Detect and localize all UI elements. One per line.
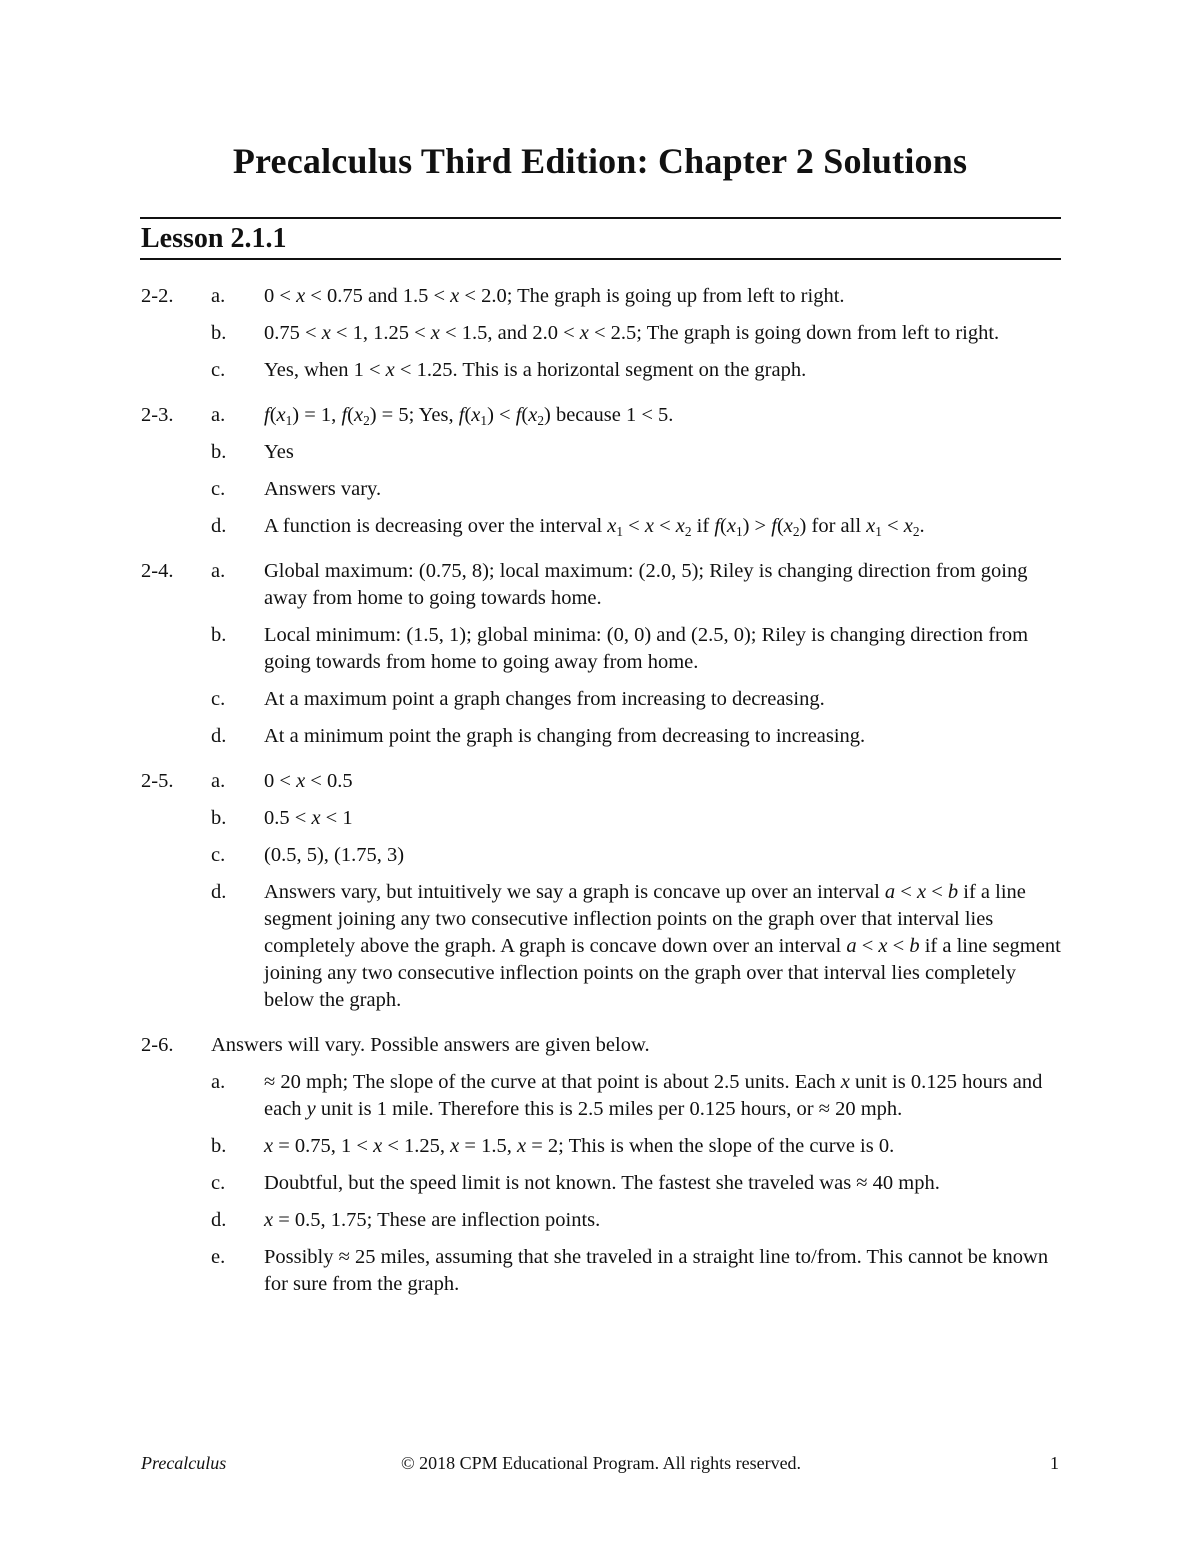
part-d	[141, 1207, 1061, 1234]
part-label: a.	[211, 285, 226, 307]
part-b	[141, 805, 1061, 832]
part-label: d.	[211, 725, 227, 747]
part-text: ≈ 20 mph; The slope of the curve at that point is about 2.5 units. Each x unit is 0.125 hours and each y unit is 1 mile. Therefore this is 2.5 miles per 0.125 hours, or ≈ 20 mph.	[264, 1071, 1043, 1120]
page-number: 1	[1050, 1453, 1059, 1473]
part-text: Yes	[264, 441, 294, 463]
part-b	[141, 1133, 1061, 1160]
part-text: Local minimum: (1.5, 1); global minima: (0, 0) and (2.5, 0); Riley is changing direction from going towards from home to going away from home.	[264, 624, 1029, 673]
part-text: Answers vary.	[264, 478, 382, 500]
part-text: A function is decreasing over the interval $x_1 < x < x_2$ if $f(x_1) > f(x_2)$ for all $x_1 < x_2$.	[264, 515, 925, 539]
part-a	[141, 1069, 1061, 1123]
problem-number: 2-6.	[141, 1034, 174, 1056]
part-label: b.	[211, 624, 227, 646]
part-label: b.	[211, 441, 227, 463]
part-label: b.	[211, 322, 227, 344]
part-e	[141, 1244, 1061, 1298]
part-text: 0 < x < 0.75 and 1.5 < x < 2.0; The graph is going up from left to right.	[264, 285, 845, 307]
part-text: At a maximum point a graph changes from increasing to decreasing.	[264, 688, 825, 710]
footer-copyright: © 2018 CPM Educational Program. All rights reserved.	[400, 1453, 802, 1473]
part-c	[141, 842, 1061, 869]
part-label: c.	[211, 359, 226, 381]
part-text: 0 < x < 0.5	[264, 770, 353, 792]
part-c	[141, 476, 1061, 503]
part-text: Possibly ≈ 25 miles, assuming that she traveled in a straight line to/from. This cannot be known for sure from the graph.	[264, 1246, 1049, 1295]
part-d	[141, 513, 1061, 540]
problem-intro: Answers will vary. Possible answers are given below.	[211, 1034, 650, 1056]
footer-book-title: Precalculus	[141, 1453, 227, 1473]
part-c	[141, 1170, 1061, 1197]
part-label: a.	[211, 404, 226, 426]
part-label: d.	[211, 515, 227, 537]
part-text: (0.5, 5), (1.75, 3)	[264, 844, 405, 866]
part-c	[141, 686, 1061, 713]
part-text: x = 0.75, 1 < x < 1.25, x = 1.5, x = 2; This is when the slope of the curve is 0.	[264, 1135, 895, 1157]
problem-2-6	[141, 1032, 1061, 1298]
header-rule-bottom	[140, 258, 1061, 260]
problem-number: 2-2.	[141, 285, 174, 307]
part-text: 0.5 < x < 1	[264, 807, 353, 829]
part-text: At a minimum point the graph is changing from decreasing to increasing.	[264, 725, 866, 747]
problem-2-5	[141, 768, 1061, 1014]
part-b	[141, 320, 1061, 347]
part-text: Yes, when 1 < x < 1.25. This is a horizontal segment on the graph.	[264, 359, 807, 381]
part-text: $f(x_1) = 1$, $f(x_2) = 5$; Yes, $f(x_1) < f(x_2)$ because 1 < 5.	[264, 404, 674, 428]
problem-number: 2-5.	[141, 770, 174, 792]
part-label: d.	[211, 1209, 227, 1231]
part-text: 0.75 < x < 1, 1.25 < x < 1.5, and 2.0 < x < 2.5; The graph is going down from left to right.	[264, 322, 1000, 344]
problem-2-3	[141, 402, 1061, 540]
page-title: Precalculus Third Edition: Chapter 2 Solutions	[232, 141, 968, 181]
part-label: a.	[211, 1071, 226, 1093]
part-label: c.	[211, 688, 226, 710]
part-text: Global maximum: (0.75, 8); local maximum: (2.0, 5); Riley is changing direction from going away from home to going towards home.	[264, 560, 1028, 609]
part-label: c.	[211, 844, 226, 866]
problem-number: 2-3.	[141, 404, 174, 426]
problem-2-2	[141, 283, 1061, 384]
part-label: e.	[211, 1246, 226, 1268]
part-label: a.	[211, 770, 226, 792]
header-rule-top	[140, 217, 1061, 219]
part-a	[141, 768, 1061, 795]
part-b	[141, 622, 1061, 676]
part-a	[141, 283, 1061, 310]
part-label: b.	[211, 807, 227, 829]
part-a	[141, 558, 1061, 612]
part-c	[141, 357, 1061, 384]
part-label: b.	[211, 1135, 227, 1157]
part-b	[141, 439, 1061, 466]
part-label: c.	[211, 1172, 226, 1194]
part-text: x = 0.5, 1.75; These are inflection points.	[264, 1209, 601, 1231]
part-a	[141, 402, 1061, 429]
part-text: Doubtful, but the speed limit is not known. The fastest she traveled was ≈ 40 mph.	[264, 1172, 940, 1194]
lesson-heading: Lesson 2.1.1	[141, 223, 287, 254]
part-d	[141, 879, 1061, 1014]
part-d	[141, 723, 1061, 750]
part-label: c.	[211, 478, 226, 500]
solutions-content	[141, 283, 1061, 1316]
part-label: a.	[211, 560, 226, 582]
part-text: Answers vary, but intuitively we say a graph is concave up over an interval a < x < b if a line segment joining any two consecutive inflection points on the graph over that interval lies completely above the graph. A graph is concave down over an interval a < x < b if a line segment joining any two consecutive inflection points on the graph over that interval lies completely below the graph.	[264, 881, 1061, 1011]
problem-2-4	[141, 558, 1061, 750]
problem-number: 2-4.	[141, 560, 174, 582]
part-label: d.	[211, 881, 227, 903]
